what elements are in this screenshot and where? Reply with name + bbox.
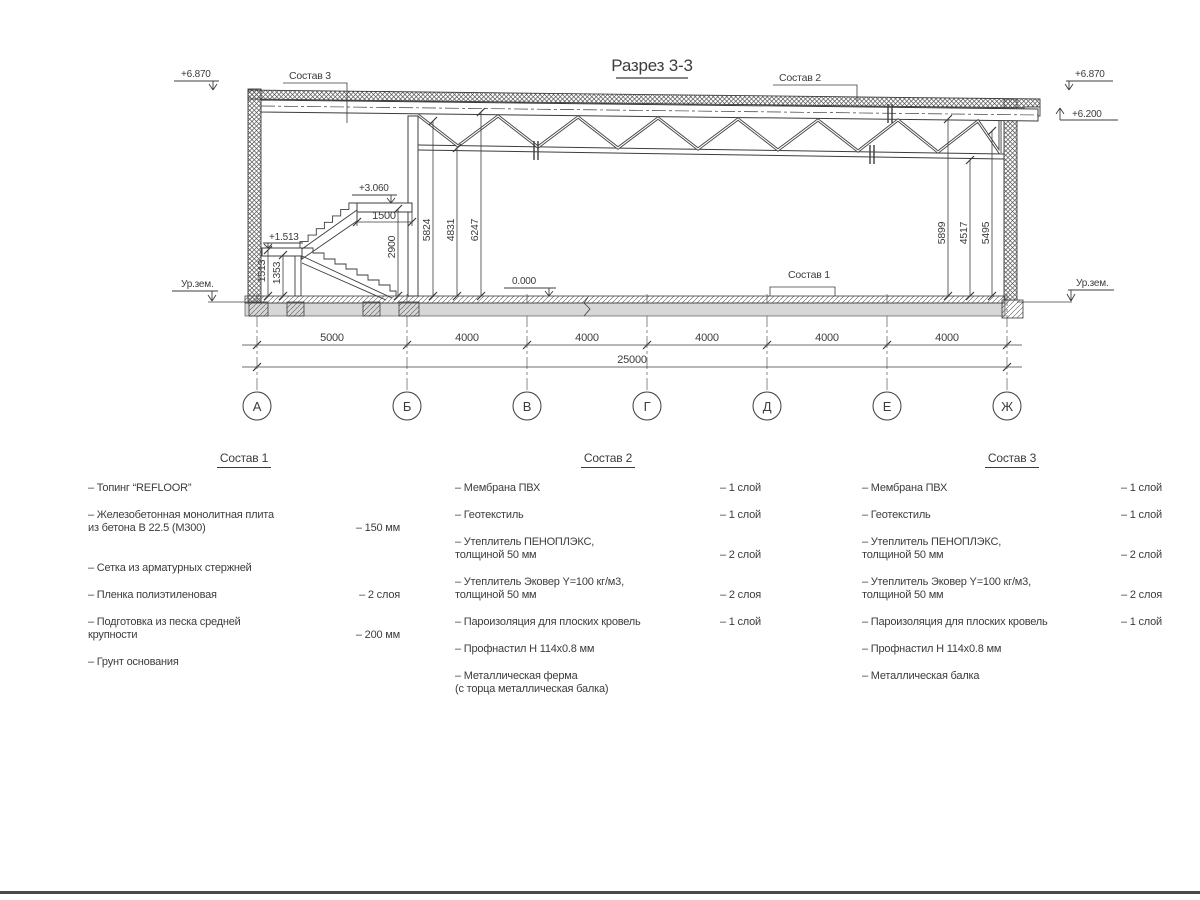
list3-title: Состав 3: [862, 452, 1162, 465]
dim-4000-4: 4000: [815, 332, 839, 344]
list-item: – Подготовка из песка средней крупности – 200 мм: [88, 616, 400, 641]
list-item: – Пленка полиэтиленовая – 2 слоя: [88, 589, 400, 601]
list-item: – Мембрана ПВХ – 1 слой: [862, 482, 1162, 494]
section-drawing: [0, 0, 1200, 445]
axis-E: Е: [882, 399, 892, 414]
axis-B: Б: [402, 399, 412, 414]
elevation-right-mid: [1056, 108, 1118, 120]
elevation-stair-upper: [352, 183, 397, 203]
list-item: – Утеплитель ПЕНОПЛЭКС, толщиной 50 мм – 2 слой: [455, 536, 761, 561]
callout-sostav1: [770, 269, 835, 296]
svg-text:Состав 2: Состав 2: [779, 72, 821, 84]
list-item: – Железобетонная монолитная плита из бетона В 22.5 (М300) – 150 мм: [88, 509, 400, 534]
list-item: – Геотекстиль – 1 слой: [862, 509, 1162, 521]
dim-4517: 4517: [958, 221, 970, 245]
svg-text:+6.870: +6.870: [181, 69, 211, 80]
elevation-stair-mid: [263, 232, 303, 248]
svg-text:Состав 1: Состав 1: [788, 269, 830, 281]
ground-level-left: [172, 279, 218, 301]
axis-V: В: [522, 399, 532, 414]
down-arrow-icon: [1065, 81, 1073, 90]
dim-4831: 4831: [445, 218, 457, 242]
list-item: – Пароизоляция для плоских кровель – 1 слой: [455, 616, 761, 628]
dim-5899: 5899: [936, 221, 948, 245]
list2-title: Состав 2: [455, 452, 761, 465]
list-item: – Металлическая ферма (с торца металлическая балка): [455, 670, 609, 695]
axis-bubbles: [243, 392, 1021, 420]
svg-text:Состав 3: Состав 3: [289, 70, 331, 82]
down-arrow-icon: [208, 291, 216, 301]
svg-text:+1.513: +1.513: [269, 232, 299, 243]
ground-level-right: [1067, 278, 1114, 301]
svg-text:Ур.зем.: Ур.зем.: [1076, 278, 1109, 289]
dim-2900: 2900: [386, 235, 398, 259]
axis-D: Д: [762, 399, 772, 414]
list-item: – Геотекстиль – 1 слой: [455, 509, 761, 521]
svg-text:+6.200: +6.200: [1072, 109, 1102, 120]
dim-4000-5: 4000: [935, 332, 959, 344]
svg-text:+3.060: +3.060: [359, 183, 389, 194]
dim-1513: 1513: [256, 259, 268, 283]
list-item: – Утеплитель Эковер Y=100 кг/м3, толщиной 50 мм – 2 слоя: [862, 576, 1162, 601]
sheet-frame-line: [0, 891, 1200, 894]
dim-4000-1: 4000: [455, 332, 479, 344]
dim-1353: 1353: [271, 261, 283, 285]
dim-5000: 5000: [320, 332, 344, 344]
dim-25000: 25000: [617, 354, 647, 366]
elevation-zero: [504, 276, 556, 296]
floor-slab: [245, 296, 1005, 316]
svg-text:Разрез 3-3: Разрез 3-3: [611, 56, 693, 75]
down-arrow-icon: [387, 195, 395, 203]
list-item: – Мембрана ПВХ – 1 слой: [455, 482, 761, 494]
drawing-title: [611, 56, 692, 78]
axis-Zh: Ж: [1001, 399, 1013, 414]
list-item: – Профнастил Н 114х0.8 мм: [862, 643, 1002, 655]
dim-5824: 5824: [421, 218, 433, 242]
down-arrow-icon: [1067, 290, 1075, 301]
material-list-1: [88, 452, 400, 683]
axis-G: Г: [643, 399, 651, 414]
dim-5495: 5495: [980, 221, 992, 245]
list1-title: Состав 1: [88, 452, 400, 465]
down-arrow-icon: [545, 288, 553, 296]
axis-A: А: [252, 399, 262, 414]
material-list-3: [862, 452, 1162, 697]
list-item: – Грунт основания: [88, 656, 179, 668]
up-arrow-icon: [1056, 108, 1064, 120]
list-item: – Топинг “REFLOOR”: [88, 482, 192, 494]
list-item: – Пароизоляция для плоских кровель – 1 слой: [862, 616, 1162, 628]
dim-4000-2: 4000: [575, 332, 599, 344]
svg-text:Ур.зем.: Ур.зем.: [181, 279, 214, 290]
down-arrow-icon: [209, 81, 217, 90]
elevation-left-top: [174, 69, 219, 90]
elevation-right-top: [1065, 69, 1113, 90]
material-list-2: [455, 452, 761, 710]
list-item: – Утеплитель ПЕНОПЛЭКС, толщиной 50 мм – 2 слой: [862, 536, 1162, 561]
list-item: – Сетка из арматурных стержней: [88, 562, 252, 574]
svg-text:+6.870: +6.870: [1075, 69, 1105, 80]
dim-6247: 6247: [469, 218, 481, 242]
list-item: – Профнастил Н 114х0.8 мм: [455, 643, 595, 655]
right-wall: [1004, 99, 1017, 300]
list-item: – Металлическая балка: [862, 670, 980, 682]
list-item: – Утеплитель Эковер Y=100 кг/м3, толщиной 50 мм – 2 слоя: [455, 576, 761, 601]
dim-1500: 1500: [372, 210, 396, 222]
dim-4000-3: 4000: [695, 332, 719, 344]
svg-text:0.000: 0.000: [512, 276, 537, 287]
